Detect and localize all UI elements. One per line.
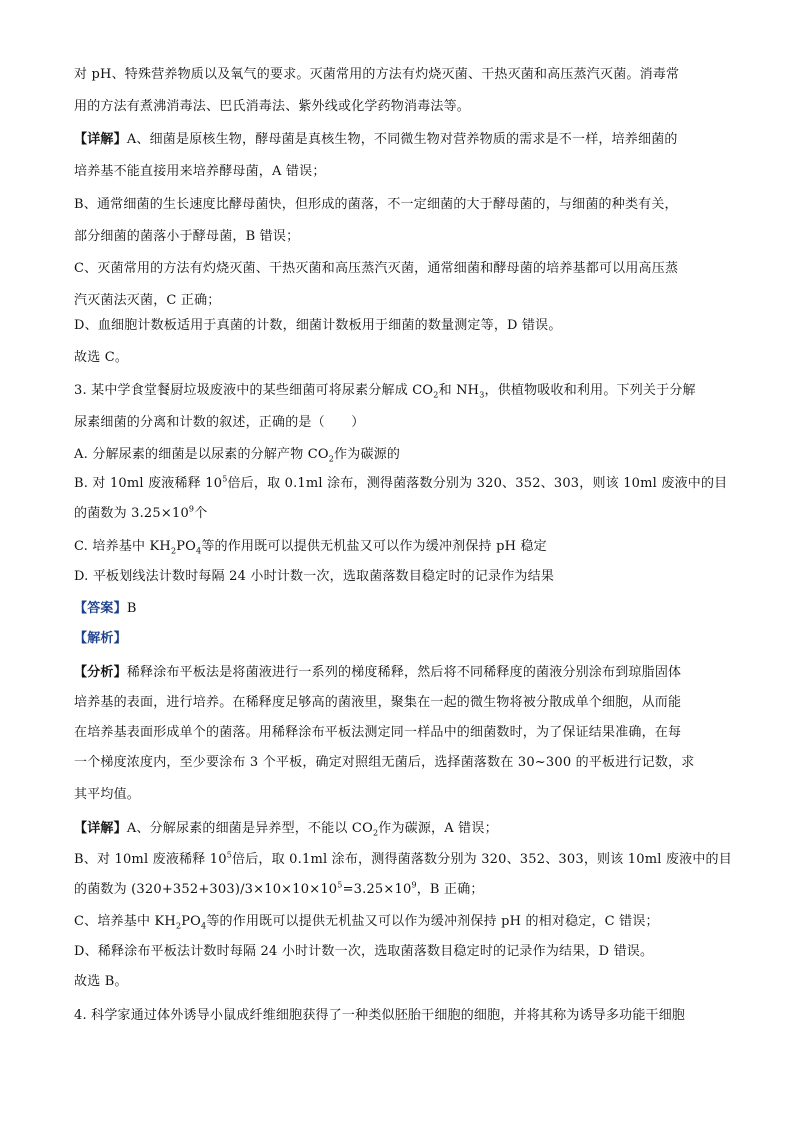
- text-line-7: [74, 260, 678, 278]
- text-line-21: [74, 694, 681, 712]
- text-segment: 培养基的表面，进行培养。在稀释度足够高的菌液里，聚集在一起的微生物将被分散成单个细胞，从而能: [74, 695, 682, 710]
- text-line-2: [74, 98, 470, 116]
- text-line-31: [74, 1007, 685, 1025]
- text-segment: 一个梯度浓度内，至少要涂布 3 个平板，确定对照组无菌后，选择菌落数在 30~300 的平板进行记数，求: [74, 755, 695, 770]
- text-segment: 故选 C。: [74, 350, 129, 365]
- text-line-1: [74, 66, 679, 84]
- text-segment: 汽灭菌法灭菌，C 正确；: [74, 293, 221, 308]
- text-line-11: [74, 382, 696, 400]
- text-line-6: [74, 228, 299, 246]
- text-segment: 故选 B。: [74, 974, 128, 989]
- subscript: 4: [201, 921, 207, 931]
- text-line-13: [74, 446, 400, 464]
- text-line-4: [74, 163, 326, 181]
- section-marker: 【详解】: [74, 132, 127, 147]
- text-segment: =3.25×10: [342, 882, 412, 897]
- text-segment: ，B 正确；: [416, 882, 484, 897]
- text-segment: 部分细菌的菌落小于酵母菌，B 错误；: [74, 229, 300, 244]
- text-line-22: [74, 724, 681, 742]
- text-segment: A、细菌是原核生物，酵母菌是真核生物，不同微生物对营养物质的需求是不一样，培养细菌的: [126, 132, 678, 147]
- text-segment: 倍后，取 0.1ml 涂布，测得菌落数分别为 320、352、303，则该 10ml 废液中的目: [232, 852, 732, 867]
- text-line-30: [74, 973, 128, 991]
- section-marker: 【分析】: [74, 665, 127, 680]
- text-line-14: [74, 475, 727, 493]
- subscript: 2: [328, 454, 335, 464]
- text-segment: B: [126, 601, 137, 616]
- text-segment: 作为碳源的: [334, 447, 401, 462]
- text-segment: 其平均值。: [74, 787, 141, 802]
- text-segment: A. 分解尿素的细菌是以尿素的分解产物 CO: [74, 447, 329, 462]
- text-line-12: [74, 414, 364, 432]
- text-line-18: [74, 600, 137, 618]
- superscript: 5: [226, 850, 233, 860]
- text-line-10: [74, 349, 128, 367]
- text-line-27: [74, 881, 484, 899]
- text-segment: C. 培养基中 KH: [74, 539, 171, 554]
- text-segment: 用的方法有煮沸消毒法、巴氏消毒法、紫外线或化学药物消毒法等。: [74, 99, 471, 114]
- text-segment: 4. 科学家通过体外诱导小鼠成纤维细胞获得了一种类似胚胎干细胞的细胞，并将其称为诱导多功能干细胞: [74, 1008, 686, 1023]
- text-segment: 和 NH: [438, 383, 480, 398]
- text-segment: C、培养基中 KH: [74, 914, 176, 929]
- text-segment: A、分解尿素的细菌是异养型，不能以 CO: [126, 821, 373, 836]
- text-line-15: [74, 505, 207, 523]
- text-segment: 尿素细菌的分离和计数的叙述，正确的是（ ）: [74, 415, 365, 430]
- text-segment: ，供植物吸收和利用。下列关于分解: [484, 383, 696, 398]
- subscript: 4: [196, 546, 202, 556]
- text-line-20: [74, 664, 681, 682]
- text-segment: D、血细胞计数板适用于真菌的计数，细菌计数板用于细菌的数量测定等，D 错误。: [74, 318, 562, 333]
- superscript: 5: [222, 474, 228, 484]
- subscript: 2: [372, 828, 379, 838]
- section-marker: 【详解】: [74, 821, 127, 836]
- text-line-3: [74, 131, 678, 149]
- text-line-25: [74, 820, 498, 838]
- subscript: 2: [433, 390, 439, 400]
- superscript: 9: [188, 504, 195, 514]
- text-segment: 的菌数为 3.25×10: [74, 506, 189, 521]
- text-segment: D. 平板划线法计数时每隔 24 小时计数一次，选取菌落数目稳定时的记录作为结果: [74, 569, 555, 584]
- text-line-23: [74, 754, 694, 772]
- text-segment: D、稀释涂布平板法计数时每隔 24 小时计数一次，选取菌落数目稳定时的记录作为结果，D 错误。: [74, 944, 654, 959]
- text-segment: B、通常细菌的生长速度比酵母菌快，但形成的菌落，不一定细菌的大于酵母菌的，与细菌的种类有关，: [74, 197, 678, 212]
- text-line-5: [74, 196, 678, 214]
- text-line-26: [74, 851, 732, 869]
- text-segment: B、对 10ml 废液稀释 10: [74, 852, 227, 867]
- text-segment: PO: [181, 914, 202, 929]
- text-line-19: [74, 630, 127, 648]
- text-segment: 等的作用既可以提供无机盐又可以作为缓冲剂保持 pH 的相对稳定，C 错误；: [206, 914, 659, 929]
- superscript: 5: [337, 880, 343, 890]
- text-line-29: [74, 943, 653, 961]
- text-line-9: [74, 317, 562, 335]
- text-segment: 作为碳源，A 错误；: [378, 821, 498, 836]
- text-segment: 培养基不能直接用来培养酵母菌，A 错误；: [74, 164, 326, 179]
- text-segment: PO: [176, 539, 197, 554]
- text-line-8: [74, 292, 220, 310]
- section-marker: 【解析】: [74, 631, 127, 646]
- text-segment: 稀释涂布平板法是将菌液进行一系列的梯度稀释，然后将不同稀释度的菌液分别涂布到琼脂固体: [126, 665, 682, 680]
- subscript: 3: [479, 390, 485, 400]
- text-segment: 个: [194, 506, 208, 521]
- section-marker: 【答案】: [74, 601, 127, 616]
- superscript: 9: [411, 880, 417, 890]
- text-line-16: [74, 538, 547, 556]
- subscript: 2: [170, 546, 177, 556]
- text-line-24: [74, 786, 140, 804]
- text-segment: 的菌数为 (320+352+303)/3×10×10×10: [74, 882, 338, 897]
- text-segment: 等的作用既可以提供无机盐又可以作为缓冲剂保持 pH 稳定: [201, 539, 547, 554]
- subscript: 2: [175, 921, 182, 931]
- text-segment: C、灭菌常用的方法有灼烧灭菌、干热灭菌和高压蒸汽灭菌，通常细菌和酵母菌的培养基都可以用高压蒸: [74, 261, 679, 276]
- text-segment: 在培养基表面形成单个的菌落。用稀释涂布平板法测定同一样品中的细菌数时，为了保证结果准确，在每: [74, 725, 682, 740]
- text-segment: B. 对 10ml 废液稀释 10: [74, 476, 223, 491]
- text-segment: 对 pH、特殊营养物质以及氧气的要求。灭菌常用的方法有灼烧灭菌、干热灭菌和高压蒸汽灭菌。消毒常: [74, 67, 680, 82]
- text-line-17: [74, 568, 554, 586]
- text-line-28: [74, 913, 659, 931]
- text-segment: 倍后，取 0.1ml 涂布，测得菌落数分别为 320、352、303，则该 10ml 废液中的目: [227, 476, 728, 491]
- text-segment: 3. 某中学食堂餐厨垃圾废液中的某些细菌可将尿素分解成 CO: [74, 383, 434, 398]
